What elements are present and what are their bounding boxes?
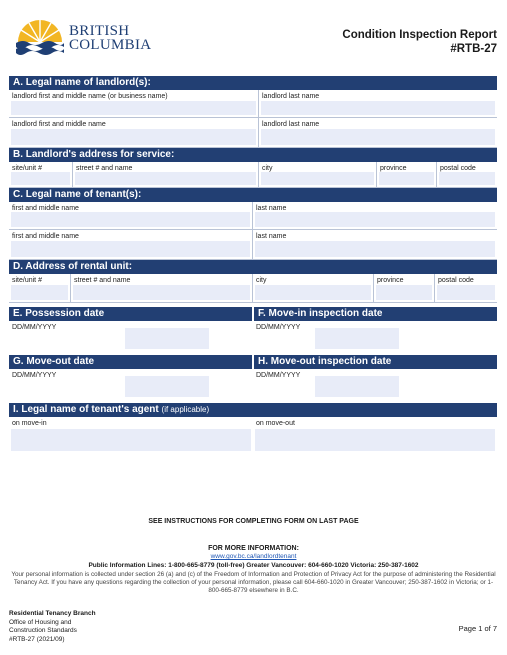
- page-header: [0, 0, 507, 70]
- tenant-agent-row: [9, 417, 497, 453]
- section-a-title: A. Legal name of landlord(s):: [9, 76, 497, 90]
- field-label: postal code: [440, 165, 476, 172]
- branch-name: Residential Tenancy Branch: [9, 610, 96, 617]
- landlord1-last-name-cell: [259, 90, 497, 117]
- agent-moveout-field[interactable]: [255, 429, 495, 451]
- form-number: #RTB-27: [450, 43, 497, 55]
- rental-postal-cell: [435, 274, 497, 302]
- section-g-title: G. Move-out date: [9, 355, 252, 369]
- branch-info: [9, 610, 96, 644]
- landlord2-first-name-field[interactable]: [11, 129, 256, 145]
- field-label: landlord first and middle name (or business name): [12, 93, 168, 100]
- tenant2-first-name-field[interactable]: [11, 241, 250, 257]
- tenant-name-row-2: [9, 230, 497, 260]
- field-label: postal code: [438, 277, 474, 284]
- section-h-title: H. Move-out inspection date: [252, 355, 497, 369]
- logo-wordmark: [69, 24, 151, 52]
- field-label: on move-out: [256, 420, 295, 427]
- rental-province-field[interactable]: [376, 285, 432, 300]
- field-label: street # and name: [76, 165, 133, 172]
- agent-moveout-cell: [253, 417, 497, 453]
- field-label: site/unit #: [12, 165, 42, 172]
- section-i-title-text: I. Legal name of tenant's agent: [13, 404, 159, 415]
- field-label: last name: [256, 205, 287, 212]
- tenant1-last-name-cell: [253, 202, 497, 229]
- date-format-label: DD/MM/YYYY: [12, 372, 57, 379]
- moveout-inspection-date-field[interactable]: [315, 376, 399, 397]
- moveout-headers: [9, 355, 497, 369]
- logo-line-1: BRITISH: [69, 23, 130, 39]
- movein-inspection-date-field[interactable]: [315, 328, 399, 349]
- field-label: first and middle name: [12, 233, 79, 240]
- section-i-note: (if applicable): [161, 405, 210, 414]
- field-label: city: [256, 277, 267, 284]
- movein-inspection-date-cell: [253, 321, 497, 353]
- landlord-address-row: [9, 162, 497, 188]
- rental-province-cell: [374, 274, 435, 302]
- rental-city-field[interactable]: [255, 285, 371, 300]
- landlord-unit-field[interactable]: [11, 172, 70, 185]
- bc-sun-icon: [14, 16, 66, 56]
- tenant2-last-name-field[interactable]: [255, 241, 495, 257]
- field-label: street # and name: [74, 277, 131, 284]
- landlord-province-field[interactable]: [379, 172, 434, 185]
- landlord1-first-name-field[interactable]: [11, 101, 256, 115]
- field-label: last name: [256, 233, 287, 240]
- field-label: site/unit #: [12, 277, 42, 284]
- section-c-title: C. Legal name of tenant(s):: [9, 188, 497, 202]
- landlord-street-cell: [73, 162, 259, 187]
- field-label: landlord first and middle name: [12, 121, 106, 128]
- possession-movein-row: [9, 321, 497, 353]
- inspection-form: [9, 76, 497, 453]
- public-info-lines: Public Information Lines: 1-800-665-8779 (toll-free) Greater Vancouver: 604-660-1020 Victoria: 250-387-1602: [88, 562, 419, 569]
- rental-unit-cell: [9, 274, 71, 302]
- agent-movein-field[interactable]: [11, 429, 251, 451]
- privacy-notice: Your personal information is collected under section 26 (a) and (c) of the Freedom of Information and Protection of Privacy Act for the purpose of administering the Residential Tenancy Act. If you have any questions regarding the collection of your personal information, please call 604-660-1020 in Greater Vancouver; 250-387-1602 in Victoria; or 1-800-665-8779 elsewhere in B.C.: [11, 571, 496, 594]
- report-title-block: [342, 28, 497, 56]
- field-label: city: [262, 165, 273, 172]
- section-f-title: F. Move-in inspection date: [252, 307, 497, 321]
- tenant1-first-name-cell: [9, 202, 253, 229]
- rental-address-row: [9, 274, 497, 303]
- bc-logo: [14, 16, 164, 60]
- moveout-row: [9, 369, 497, 401]
- landlord-street-field[interactable]: [75, 172, 256, 185]
- landlord-name-row-1: [9, 90, 497, 118]
- rental-street-field[interactable]: [73, 285, 250, 300]
- rental-city-cell: [253, 274, 374, 302]
- page-number: Page 1 of 7: [458, 624, 497, 633]
- section-d-title: D. Address of rental unit:: [9, 260, 497, 274]
- moveout-date-field[interactable]: [125, 376, 209, 397]
- date-format-label: DD/MM/YYYY: [256, 372, 301, 379]
- landlord1-last-name-field[interactable]: [261, 101, 495, 115]
- moveout-date-cell: [9, 369, 253, 401]
- landlord-name-row-2: [9, 118, 497, 148]
- landlord-postal-field[interactable]: [439, 172, 495, 185]
- instructions-note: SEE INSTRUCTIONS FOR COMPLETING FORM ON LAST PAGE: [148, 518, 359, 525]
- possession-movein-headers: [9, 307, 497, 321]
- landlord2-last-name-cell: [259, 118, 497, 147]
- field-label: on move-in: [12, 420, 47, 427]
- branch-line-3: Construction Standards: [9, 627, 77, 634]
- field-label: landlord last name: [262, 93, 320, 100]
- tenant2-last-name-cell: [253, 230, 497, 259]
- date-format-label: DD/MM/YYYY: [256, 324, 301, 331]
- rental-postal-field[interactable]: [437, 285, 495, 300]
- branch-form-code: #RTB-27 (2021/09): [9, 635, 65, 643]
- branch-line-2: Office of Housing and: [9, 618, 72, 626]
- moveout-inspection-date-cell: [253, 369, 497, 401]
- tenant1-first-name-field[interactable]: [11, 212, 250, 227]
- logo-line-2: COLUMBIA: [69, 37, 152, 53]
- rental-street-cell: [71, 274, 253, 302]
- landlord-unit-cell: [9, 162, 73, 187]
- landlord-city-field[interactable]: [261, 172, 374, 185]
- rental-unit-field[interactable]: [11, 285, 68, 300]
- field-label: province: [377, 277, 404, 284]
- tenant1-last-name-field[interactable]: [255, 212, 495, 227]
- tenant2-first-name-cell: [9, 230, 253, 259]
- landlord-city-cell: [259, 162, 377, 187]
- field-label: province: [380, 165, 407, 172]
- landlord2-first-name-cell: [9, 118, 259, 147]
- field-label: first and middle name: [12, 205, 79, 212]
- section-i-title: [9, 403, 497, 417]
- more-info-heading: FOR MORE INFORMATION:: [208, 545, 299, 552]
- landlord2-last-name-field[interactable]: [261, 129, 495, 145]
- report-title: Condition Inspection Report: [342, 29, 497, 41]
- landlord-province-cell: [377, 162, 437, 187]
- field-label: landlord last name: [262, 121, 320, 128]
- tenant-name-row-1: [9, 202, 497, 230]
- landlord-postal-cell: [437, 162, 497, 187]
- info-link[interactable]: www.gov.bc.ca/landlordtenant: [210, 553, 297, 560]
- possession-date-cell: [9, 321, 253, 353]
- landlord1-first-name-cell: [9, 90, 259, 117]
- section-e-title: E. Possession date: [9, 307, 252, 321]
- possession-date-field[interactable]: [125, 328, 209, 349]
- date-format-label: DD/MM/YYYY: [12, 324, 57, 331]
- agent-movein-cell: [9, 417, 253, 453]
- section-b-title: B. Landlord's address for service:: [9, 148, 497, 162]
